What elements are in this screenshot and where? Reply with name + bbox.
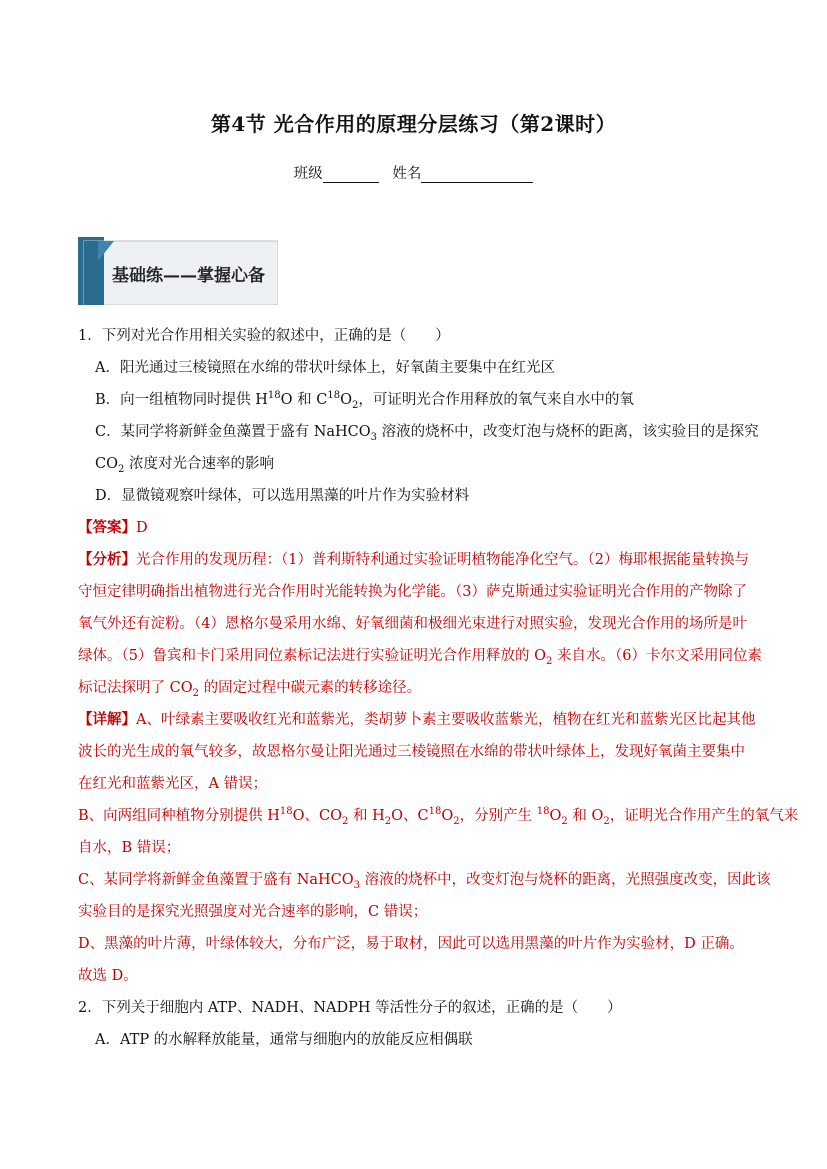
q2-option-a[interactable]: A．ATP 的水解释放能量，通常与细胞内的放能反应相偶联 (95, 1032, 473, 1048)
q1-stem: 1．下列对光合作用相关实验的叙述中，正确的是（ ） (78, 328, 450, 344)
class-name-line (0, 162, 827, 183)
section-banner (78, 237, 278, 305)
q1-option-b[interactable]: B．向一组植物同时提供 $H^{18}O$ 和 $C^{18}O_2$，可证明光合作用释放的氧气来自水中的氧 (95, 390, 634, 411)
q1-option-d[interactable]: D．显微镜观察叶绿体，可以选用黑藻的叶片作为实验材料 (95, 488, 470, 504)
class-blank[interactable] (323, 166, 379, 183)
name-label: 姓名 (392, 166, 422, 182)
q1-option-c[interactable]: C．某同学将新鲜金鱼藻置于盛有 NaHCO$_3$ 溶液的烧杯中，改变灯泡与烧杯的距离，该实验目的是探究 (95, 424, 759, 443)
analysis: 【分析】光合作用的发现历程：（1）普利斯特利通过实验证明植物能净化空气。（2）梅耶根据能量转换与 守恒定律明确指出植物进行光合作用时光能转换为化学能。（3）萨克斯通过实验证明光合作用的产物除了 氧气外还有淀粉。（4）恩格尔曼采用水绵、好氧细菌和极细光束进行对照实验，发现光合作用的场所是叶 绿体。（5）鲁宾和卡门采用同位素标记法进行实验证明光合作用释放的 $O_2$ 来自水。（6）卡尔文采用同位素 标记法探明了 $CO_2$ 的固定过程中碳元素的转移途径。 (78, 551, 762, 699)
q1-option-a[interactable]: A．阳光通过三棱镜照在水绵的带状叶绿体上，好氧菌主要集中在红光区 (95, 360, 555, 376)
detail: 【详解】A、叶绿素主要吸收红光和蓝紫光，类胡萝卜素主要吸收蓝紫光，植物在红光和蓝紫光区比起其他 波长的光生成的氧气较多，故恩格尔曼让阳光通过三棱镜照在水绵的带状叶绿体上，发现好氧菌主要集中 在红光和蓝紫光区，A 错误； B、向两组同种植物分别提供 $H^{18}O$、$CO_2$ 和 $H_2O$、$C^{18}O_2$，分别产生 $^{18}O_2$ 和 $O_2$，证明光合作用产生的氧气来 自水，B 错误； C、某同学将新鲜金鱼藻置于盛有 NaHCO$_3$ 溶液的烧杯中，改变灯泡与烧杯的距离，光照强度改变，因此该 实验目的是探究光照强度对光合速率的影响，C 错误； D、黑藻的叶片薄，叶绿体较大，分布广泛，易于取材，因此可以选用黑藻的叶片作为实验材，D 正确。 故选 D。 (78, 711, 799, 984)
banner-text: 基础练——掌握心备 (112, 266, 265, 286)
name-blank[interactable] (421, 166, 533, 183)
answer (78, 512, 758, 544)
q2-stem: 2．下列关于细胞内 ATP、NADH、NADPH 等活性分子的叙述，正确的是（ ） (78, 1000, 622, 1016)
answer-label: 【答案】 (78, 519, 136, 536)
answer-value: D (136, 520, 148, 536)
page-title: 第4节 光合作用的原理分层练习（第2课时） (210, 112, 617, 136)
q1-option-c-cont: $CO_2$ 浓度对光合速率的影响 (95, 456, 274, 475)
class-label: 班级 (293, 166, 323, 182)
